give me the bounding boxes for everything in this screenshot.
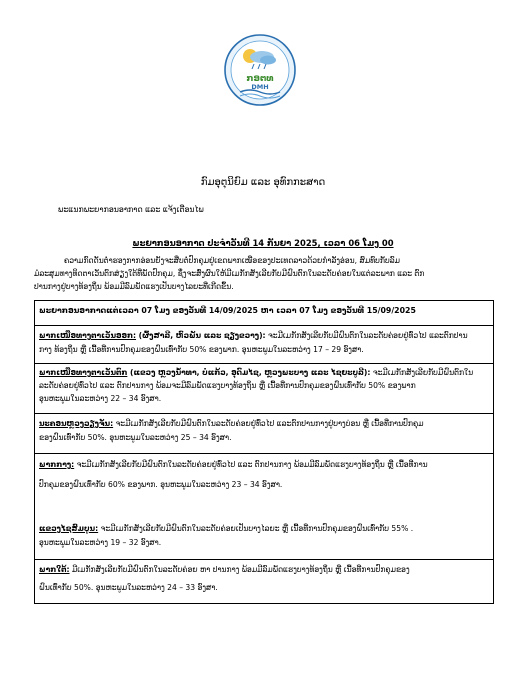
intro-line-2: ມໍລະສຸມທາງທິດຕາເວັນຕົກສ່ຽງໃຕ້ທີ່ພັດປົກຄຸມ, ຊຶ່ງຈະສົ່ງຜົນໃຫ້ມີເມກັກສັງເລີຍກັບມີຝົນຕົກໃນລະດັບຄ່ອຍໃນແຕ່ລະພາກ ແລະ ຕົກ xyxy=(34,269,425,278)
logo-name: ກອຕທ xyxy=(246,74,274,84)
region-vientiane-capital: ນະຄອນຫຼວງວຽງຈັນ: ຈະມີເມກັກສັງເລີຍກັບມີຝົນຕົກໃນລະດັບຄ່ອຍຢູ່ທົ່ວໄປ ແລະຕົກປານກາງຢູ່ບາງບ່ອນ ຫຼື ເນື້ອທີ່ການປົກຄຸມ ຂອງຝົນເທົ່າກັບ 50%. ອຸນຫະພູມໃນລະຫວ່າງ 25 – 34 ອົງສາ. xyxy=(39,419,424,442)
region-northeast: ພາກເໜືອທາງຕາເວັນອອກ: (ຜົ້ງສາລີ, ຫົວພັນ ແລະ ຊຽງຂວາງ): ຈະມີເມກັກສັງເລີຍກັບມີຝົນຕົກໃນລະດັບຄ່ອຍຢູ່ທົ່ວໄປ ແລະຕົກປານ ກາງ ທ້ອງຖິ່ນ ຫຼື ເນື້ອທີ່ການປົກຄຸມຂອງຝົນເທົ່າກັບ 50% ຂອງພາກ. ອຸນຫະພູມໃນລະຫວ່າງ 17 – 29 ອົງສາ. xyxy=(39,331,468,354)
forecast-table xyxy=(34,300,494,604)
region-south: ພາກໃຕ້: ມີເມກັກສັງເລີຍກັບມີຝົນຕົກໃນລະດັບຄ່ອຍ ຫາ ປານກາງ ພ້ອມມີລົມພັດແຮງບາງທ້ອງຖິ່ນ ຫຼື ເນື້ອທີ່ການປົກຄຸມຂອງ ຝົນເທົ່າກັບ 50%. ອຸນຫະພູມໃນລະຫວ່າງ 24 – 33 ອົງສາ. xyxy=(39,565,410,592)
intro-line-1: ຄວາມກົດດັນຕໍ່າຮອງກາກອ່ອນຍັງຈະສືບຕໍ່ປົກຄຸມຢູ່ເຂດພາກເໜືອຂອງປະເທດລາວດ້ວຍກຳລັງອ່ອນ, ສົມທົບກັບລົມ xyxy=(64,256,400,265)
dmh-emblem-icon xyxy=(224,34,296,106)
region-xaisomboun: ແຂວງໄຊສົມບູນ: ຈະມີເມກັກສັງເລີຍກັບມີຝົນຕົກໃນລະດັບຄ່ອຍເປັນບາງໄລຍະ ຫຼື ເນື້ອທີ່ການປົກຄຸມຂອງຝົນເທົ່າກັບ 55% . ອຸນຫະພູມໃນລະຫວ່າງ 19 – 32 ອົງສາ. xyxy=(39,524,414,547)
forecast-heading: ພະຍາກອນອາກາດ ປະຈຳວັນທີ 14 ກັນຍາ 2025, ເວລາ 06 ໂມງ 00 xyxy=(132,238,394,248)
forecast-period: ພະຍາກອນອາກາດແຕ່ເວລາ 07 ໂມງ ຂອງວັນທີ 14/09/2025 ຫາ ເວລາ 07 ໂມງ ຂອງວັນທີ 15/09/2025 xyxy=(39,306,416,315)
region-northwest: ພາກເໜືອທາງຕາເວັນຕົກ (ແຂວງ ຫຼວງນ້ຳທາ, ບໍ່ແກ້ວ, ອຸດົມໄຊ, ຫຼວງພະບາງ ແລະ ໄຊຍະບູລີ): ຈະມີເມກັກສັງເລີຍກັບມີຝົນຕົກໃນ ລະດັບຄ່ອຍຢູ່ທົ່ວໄປ ແລະ ຕົກປານກາງ ພ້ອມຈະມີລົມພັດແຮງບາງທ້ອງຖິ່ນ ຫຼື ເນື້ອທີ່ການປົກຄຸມຂອງຝົນເທົ່າກັບ 50% ຂອງພາກ ອຸນຫະພູມໃນລະຫວ່າງ 22 – 34 ອົງສາ. xyxy=(39,368,474,403)
intro-line-3: ປານກາງຢູ່ບາງທ້ອງຖິ່ນ ພ້ອມມີລົມພັດແຮງເປັນບາງໄລຍະທີ່ເກີດຂຶ້ນ. xyxy=(34,282,234,291)
logo-latin: DMH xyxy=(251,83,269,91)
section-title: ພະແນກພະຍາກອນອາກາດ ແລະ ແຈ້ງເຕືອນໄພ xyxy=(58,205,204,214)
region-central: ພາກກາງ: ຈະມີເມກັກສັງເລີຍກັບມີຝົນຕົກໃນລະດັບຄ່ອຍຢູ່ທົ່ວໄປ ແລະ ຕົກປານກາງ ພ້ອມມີລົມພັດແຮງບາງທ້ອງຖິ່ນ ຫຼື ເນື້ອທີ່ການ ປົກຄຸມຂອງຝົນເທົ່າກັບ 60% ຂອງພາກ. ອຸນຫະພູມໃນລະຫວ່າງ 23 – 34 ອົງສາ. xyxy=(39,460,428,489)
ministry-title: ກົມອຸຕຸນິຍົມ ແລະ ອຸທົກກະສາດ xyxy=(200,177,326,188)
dmh-logo xyxy=(224,34,296,106)
